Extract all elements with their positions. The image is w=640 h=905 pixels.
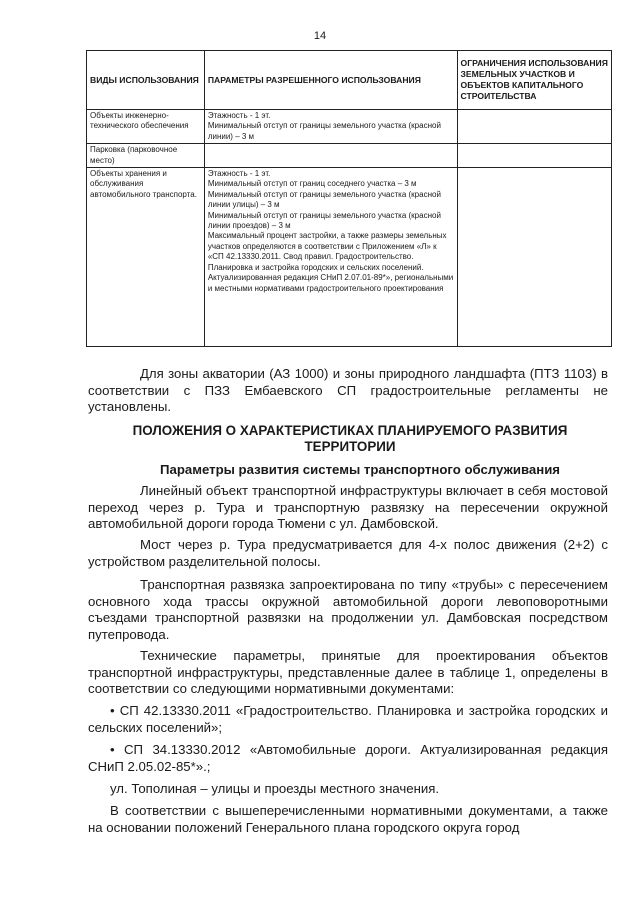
paragraph-zones: Для зоны акватории (АЗ 1000) и зоны природного ландшафта (ПТЗ 1103) в соответствии с ПЗЗ Ембаевского СП градостроительные регламенты не установлены. — [88, 366, 608, 414]
row-params — [204, 110, 457, 144]
list-item: • СП 42.13330.2011 «Градостроительство. Планировка и застройка городских и сельских поселений»; — [88, 703, 608, 735]
paragraph: Линейный объект транспортной инфраструктуры включает в себя мостовой переход через р. Тура и транспортную развязку на пересечении окружной автомобильной дороги города Тюмени с ул. Дамбовской. — [88, 483, 608, 531]
param-line: Минимальный отступ от границы земельного участка (красной линии) – 3 м — [207, 121, 441, 141]
paragraph: Мост через р. Тура предусматривается для 4-х полос движения (2+2) с устройством разделительной полосы. — [88, 537, 608, 569]
param-line: Максимальный процент застройки, а также размеры земельных участков определяются в соответствии с Приложением «Л» к «СП 42.13330.2011. Свод правил. Градостроительство. Планировка и застройка городских и сельских поселений. Актуализированная редакция СНиП 2.07.01-89*», региональными и местными нормативами градостроительного проектирования — [207, 231, 454, 293]
table-header-row — [87, 51, 612, 110]
row-kind: Парковка (парковочное место) — [87, 144, 205, 168]
header-limits: ОГРАНИЧЕНИЯ ИСПОЛЬЗОВАНИЯ ЗЕМЕЛЬНЫХ УЧАСТКОВ И ОБЪЕКТОВ КАПИТАЛЬНОГО СТРОИТЕЛЬСТВА — [457, 51, 611, 110]
header-kinds: ВИДЫ ИСПОЛЬЗОВАНИЯ — [87, 51, 205, 110]
row-params — [204, 144, 457, 168]
param-line: Минимальный отступ от границы земельного участка (красной линии проездов) – 3 м — [207, 210, 441, 231]
section-heading: ПОЛОЖЕНИЯ О ХАРАКТЕРИСТИКАХ ПЛАНИРУЕМОГО РАЗВИТИЯ ТЕРРИТОРИИ — [132, 423, 568, 454]
row-kind: Объекты хранения и обслуживания автомобильного транспорта. — [87, 168, 205, 347]
parameters-table — [86, 50, 612, 347]
page-number: 14 — [313, 30, 327, 42]
table-row — [87, 110, 612, 144]
row-limits — [457, 144, 611, 168]
param-line: Этажность - 1 эт. — [207, 169, 271, 179]
paragraph: Транспортная развязка запроектирована по типу «трубы» с пересечением основного хода трассы окружной автомобильной дороги левоповоротными съездами транспортной развязки на продолжении ул. Дамбовская посредством путепровода. — [88, 577, 608, 642]
row-params — [204, 168, 457, 347]
row-limits — [457, 168, 611, 347]
param-line: Минимальный отступ от границ соседнего участка – 3 м — [207, 179, 417, 189]
row-limits — [457, 110, 611, 144]
paragraph: В соответствии с вышеперечисленными нормативными документами, а также на основании положений Генерального плана городского округа город — [88, 803, 608, 835]
list-item: • СП 34.13330.2012 «Автомобильные дороги. Актуализированная редакция СНиП 2.05.02-85*».; — [88, 742, 608, 774]
header-params: ПАРАМЕТРЫ РАЗРЕШЕННОГО ИСПОЛЬЗОВАНИЯ — [204, 51, 457, 110]
table-row — [87, 144, 612, 168]
table-row — [87, 168, 612, 347]
param-line: Этажность - 1 эт. — [207, 111, 271, 120]
section-subheading: Параметры развития системы транспортного обслуживания — [160, 462, 560, 477]
row-kind: Объекты инженерно-технического обеспечения — [87, 110, 205, 144]
paragraph: ул. Тополиная – улицы и проезды местного значения. — [110, 781, 440, 796]
paragraph: Технические параметры, принятые для проектирования объектов транспортной инфраструктуры, представленные далее в таблице 1, определены в соответствии со следующими нормативными документами: — [88, 648, 608, 696]
param-line: Минимальный отступ от границы земельного участка (красной линии улицы) – 3 м — [207, 189, 441, 210]
